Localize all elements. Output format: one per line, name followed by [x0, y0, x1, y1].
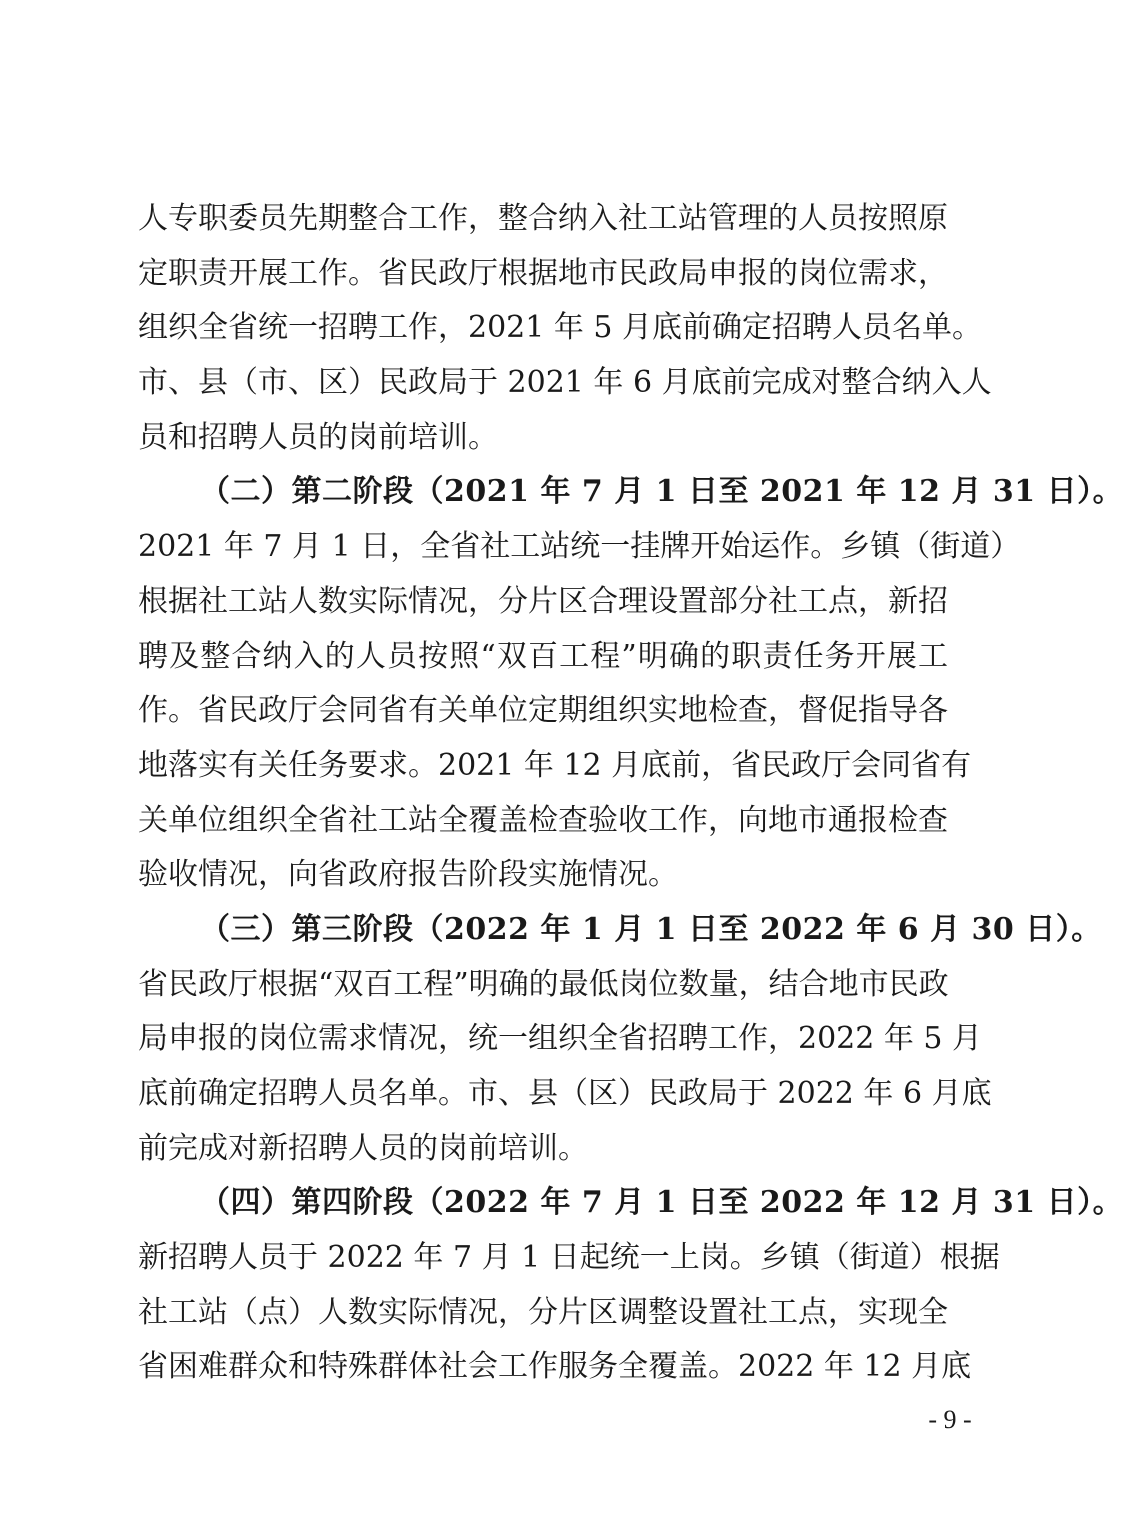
text-line: 聘及整合纳入的人员按照“双百工程”明确的职责任务开展工: [138, 638, 948, 674]
text-line: 底前确定招聘人员名单。市、县（区）民政局于 2022 年 6 月底: [138, 1076, 992, 1111]
text-line: 省困难群众和特殊群体社会工作服务全覆盖。2022 年 12 月底: [138, 1349, 972, 1385]
text-line: 根据社工站人数实际情况，分片区合理设置部分社工点，新招: [138, 583, 948, 619]
text-line: 人专职委员先期整合工作，整合纳入社工站管理的人员按照原: [138, 201, 948, 236]
text-line: 定职责开展工作。省民政厅根据地市民政局申报的岗位需求，: [138, 255, 948, 291]
paragraph-last-line: 验收情况，向省政府报告阶段实施情况。: [138, 857, 678, 893]
text-line: 组织全省统一招聘工作，2021 年 5 月底前确定招聘人员名单。: [138, 310, 983, 346]
text-line: 局申报的岗位需求情况，统一组织全省招聘工作，2022 年 5 月: [138, 1021, 983, 1057]
section-heading: （二）第二阶段（2021 年 7 月 1 日至 2021 年 12 月 31 日）。: [200, 474, 1123, 510]
text-line: 市、县（市、区）民政局于 2021 年 6 月底前完成对整合纳入人: [138, 365, 992, 401]
section-heading: （三）第三阶段（2022 年 1 月 1 日至 2022 年 6 月 30 日）。: [200, 911, 1102, 947]
body-text: [138, 192, 1123, 1395]
text-line: 2021 年 7 月 1 日，全省社工站统一挂牌开始运作。乡镇（街道）: [138, 529, 1021, 565]
text-line: 地落实有关任务要求。2021 年 12 月底前，省民政厅会同省有: [138, 747, 972, 783]
paragraph-last-line: 员和招聘人员的岗前培训。: [138, 419, 498, 455]
text-line: 社工站（点）人数实际情况，分片区调整设置社工点，实现全: [138, 1294, 948, 1330]
text-line: 新招聘人员于 2022 年 7 月 1 日起统一上岗。乡镇（街道）根据: [138, 1240, 1000, 1276]
page-number: - 9 -: [928, 1405, 972, 1434]
paragraph-last-line: 前完成对新招聘人员的岗前培训。: [138, 1130, 588, 1166]
section-heading: （四）第四阶段（2022 年 7 月 1 日至 2022 年 12 月 31 日）。: [200, 1185, 1123, 1221]
text-line: 关单位组织全省社工站全覆盖检查验收工作，向地市通报检查: [138, 802, 948, 838]
text-line: 省民政厅根据“双百工程”明确的最低岗位数量，结合地市民政: [138, 966, 949, 1002]
text-line: 作。省民政厅会同省有关单位定期组织实地检查，督促指导各: [138, 693, 948, 729]
